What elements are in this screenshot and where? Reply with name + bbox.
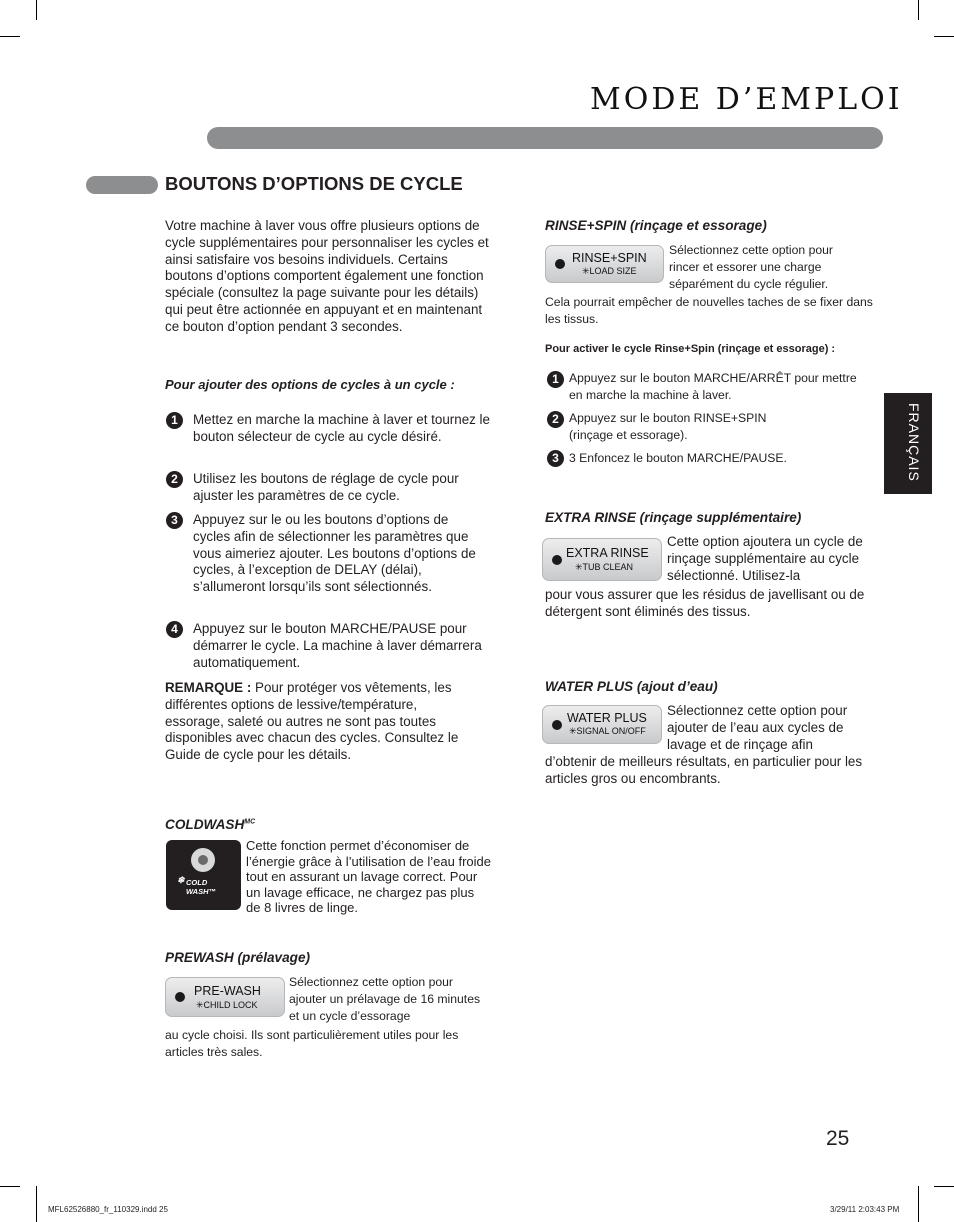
- rinse-spin-btn-sublabel: ✳LOAD SIZE: [582, 266, 637, 276]
- rinse-spin-text-side: Sélectionnez cette option pour rincer et essorer une charge séparément du cycle régulier.: [669, 243, 833, 291]
- extra-rinse-btn-sublabel: ✳TUB CLEAN: [575, 562, 634, 572]
- step-number: 4: [166, 621, 183, 638]
- language-tab: [884, 393, 932, 494]
- prewash-text-full: au cycle choisi. Ils sont particulièrement utiles pour les articles très sales.: [165, 1028, 459, 1059]
- indicator-dot-icon: [175, 992, 185, 1002]
- prewash-btn-label: PRE-WASH: [194, 984, 261, 998]
- water-plus-btn-label: WATER PLUS: [567, 711, 647, 725]
- extra-rinse-text-full: pour vous assurer que les résidus de javellisant ou de détergent sont éliminés des tissus.: [545, 587, 865, 619]
- language-tab-label: FRANÇAIS: [906, 403, 922, 482]
- intro-paragraph: Votre machine à laver vous offre plusieurs options de cycle supplémentaires pour personnaliser les cycles et ainsi satisfaire vos besoins individuels. Certains boutons d’options comportent également une fonction spéciale (consultez la page suivante pour les détails) qui peut être actionnée en appuyant et en maintenant ce bouton d’option pendant 3 secondes.: [165, 218, 489, 334]
- water-plus-title: WATER PLUS (ajout d’eau): [545, 679, 718, 694]
- add-options-title: Pour ajouter des options de cycles à un cycle :: [165, 377, 455, 392]
- step-number: 3: [547, 450, 564, 467]
- indicator-dot-icon: [552, 555, 562, 565]
- rinse-spin-button-icon: [545, 245, 664, 283]
- note-text: Pour protéger vos vêtements, les différentes options de lessive/température, essorage, saleté ou autres ne sont pas toutes disponibles avec chacun des cycles. Consultez le Guide de cycle pour les détails.: [165, 680, 459, 763]
- coldwash-text: Cette fonction permet d’économiser de l’énergie grâce à l’utilisation de l’eau froide tout en assurant un lavage correct. Pour un lavage efficace, ne chargez pas plus de 8 livres de linge.: [246, 838, 491, 916]
- rinse-spin-title: RINSE+SPIN (rinçage et essorage): [545, 218, 767, 233]
- coldwash-title-text: COLDWASH: [165, 817, 245, 832]
- water-plus-text-side: Sélectionnez cette option pour ajouter de l’eau aux cycles de lavage et de rinçage afin: [667, 703, 848, 752]
- coldwash-dial-icon: [191, 848, 215, 872]
- coldwash-title: [165, 817, 255, 832]
- step-number: 2: [166, 471, 183, 488]
- crop-mark: [934, 1186, 954, 1187]
- section-pill: [86, 176, 158, 194]
- footer-timestamp: 3/29/11 2:03:43 PM: [830, 1205, 900, 1214]
- header-bar: [207, 127, 883, 149]
- crop-mark: [0, 1186, 20, 1187]
- crop-mark: [918, 1186, 919, 1222]
- step-text: Utilisez les boutons de réglage de cycle pour ajuster les paramètres de ce cycle.: [193, 471, 459, 503]
- prewash-btn-sublabel: ✳CHILD LOCK: [196, 1000, 258, 1010]
- prewash-title: PREWASH (prélavage): [165, 950, 311, 965]
- snowflake-icon: ❄: [177, 875, 185, 885]
- step-number: 2: [547, 411, 564, 428]
- step-number: 1: [547, 371, 564, 388]
- step-text: Mettez en marche la machine à laver et tournez le bouton sélecteur de cycle au cycle désiré.: [193, 412, 490, 444]
- crop-mark: [36, 1186, 37, 1222]
- note-label: REMARQUE :: [165, 680, 252, 695]
- step-number: 1: [166, 412, 183, 429]
- section-title: BOUTONS D’OPTIONS DE CYCLE: [165, 173, 463, 194]
- coldwash-title-sup: MC: [244, 818, 256, 826]
- step-text: Appuyez sur le bouton MARCHE/PAUSE pour démarrer le cycle. La machine à laver démarrera automatiquement.: [193, 621, 482, 670]
- page-header-title: MODE D’EMPLOI: [590, 82, 903, 117]
- crop-mark: [36, 0, 37, 20]
- step-text: Appuyez sur le ou les boutons d’options de cycles afin de sélectionner les paramètres que vous aimeriez ajouter. Les boutons d’options de cycles, à l’exception de DELAY (délai), s’allumeront lorsqu’ils sont sélectionnés.: [193, 512, 476, 595]
- coldwash-button-icon: [166, 840, 241, 910]
- crop-mark: [934, 36, 954, 37]
- footer-filename: MFL62526880_fr_110329.indd 25: [48, 1205, 168, 1214]
- prewash-text-side: Sélectionnez cette option pour ajouter un prélavage de 16 minutes et un cycle d’essorage: [289, 975, 481, 1023]
- rinse-spin-text-full: Cela pourrait empêcher de nouvelles taches de se fixer dans les tissus.: [545, 295, 873, 326]
- indicator-dot-icon: [552, 720, 562, 730]
- rinse-spin-step-text: Appuyez sur le bouton MARCHE/ARRÊT pour mettre en marche la machine à laver.: [569, 371, 857, 402]
- extra-rinse-btn-label: EXTRA RINSE: [566, 546, 649, 560]
- crop-mark: [0, 36, 20, 37]
- rinse-spin-step-text: Appuyez sur le bouton RINSE+SPIN (rinçage et essorage).: [569, 411, 767, 442]
- extra-rinse-title: EXTRA RINSE (rinçage supplémentaire): [545, 510, 802, 525]
- note-paragraph: [165, 680, 470, 764]
- coldwash-icon-line1: COLD: [186, 878, 208, 887]
- crop-mark: [918, 0, 919, 20]
- page-number: 25: [826, 1127, 850, 1150]
- extra-rinse-button-icon: [542, 538, 662, 581]
- water-plus-btn-sublabel: ✳SIGNAL ON/OFF: [569, 726, 646, 736]
- rinse-spin-activate-title: Pour activer le cycle Rinse+Spin (rinçage et essorage) :: [545, 343, 836, 355]
- rinse-spin-btn-label: RINSE+SPIN: [572, 251, 647, 265]
- rinse-spin-step-text: 3 Enfoncez le bouton MARCHE/PAUSE.: [569, 451, 787, 465]
- prewash-button-icon: [165, 977, 285, 1017]
- extra-rinse-text-side: Cette option ajoutera un cycle de rinçage supplémentaire au cycle sélectionné. Utilisez-la: [667, 534, 863, 583]
- water-plus-text-full: d’obtenir de meilleurs résultats, en particulier pour les articles gros ou encombrants.: [545, 754, 863, 786]
- coldwash-icon-label: [177, 875, 216, 896]
- step-number: 3: [166, 512, 183, 529]
- coldwash-icon-line2: WASH™: [186, 887, 216, 896]
- water-plus-button-icon: [542, 705, 662, 744]
- indicator-dot-icon: [555, 259, 565, 269]
